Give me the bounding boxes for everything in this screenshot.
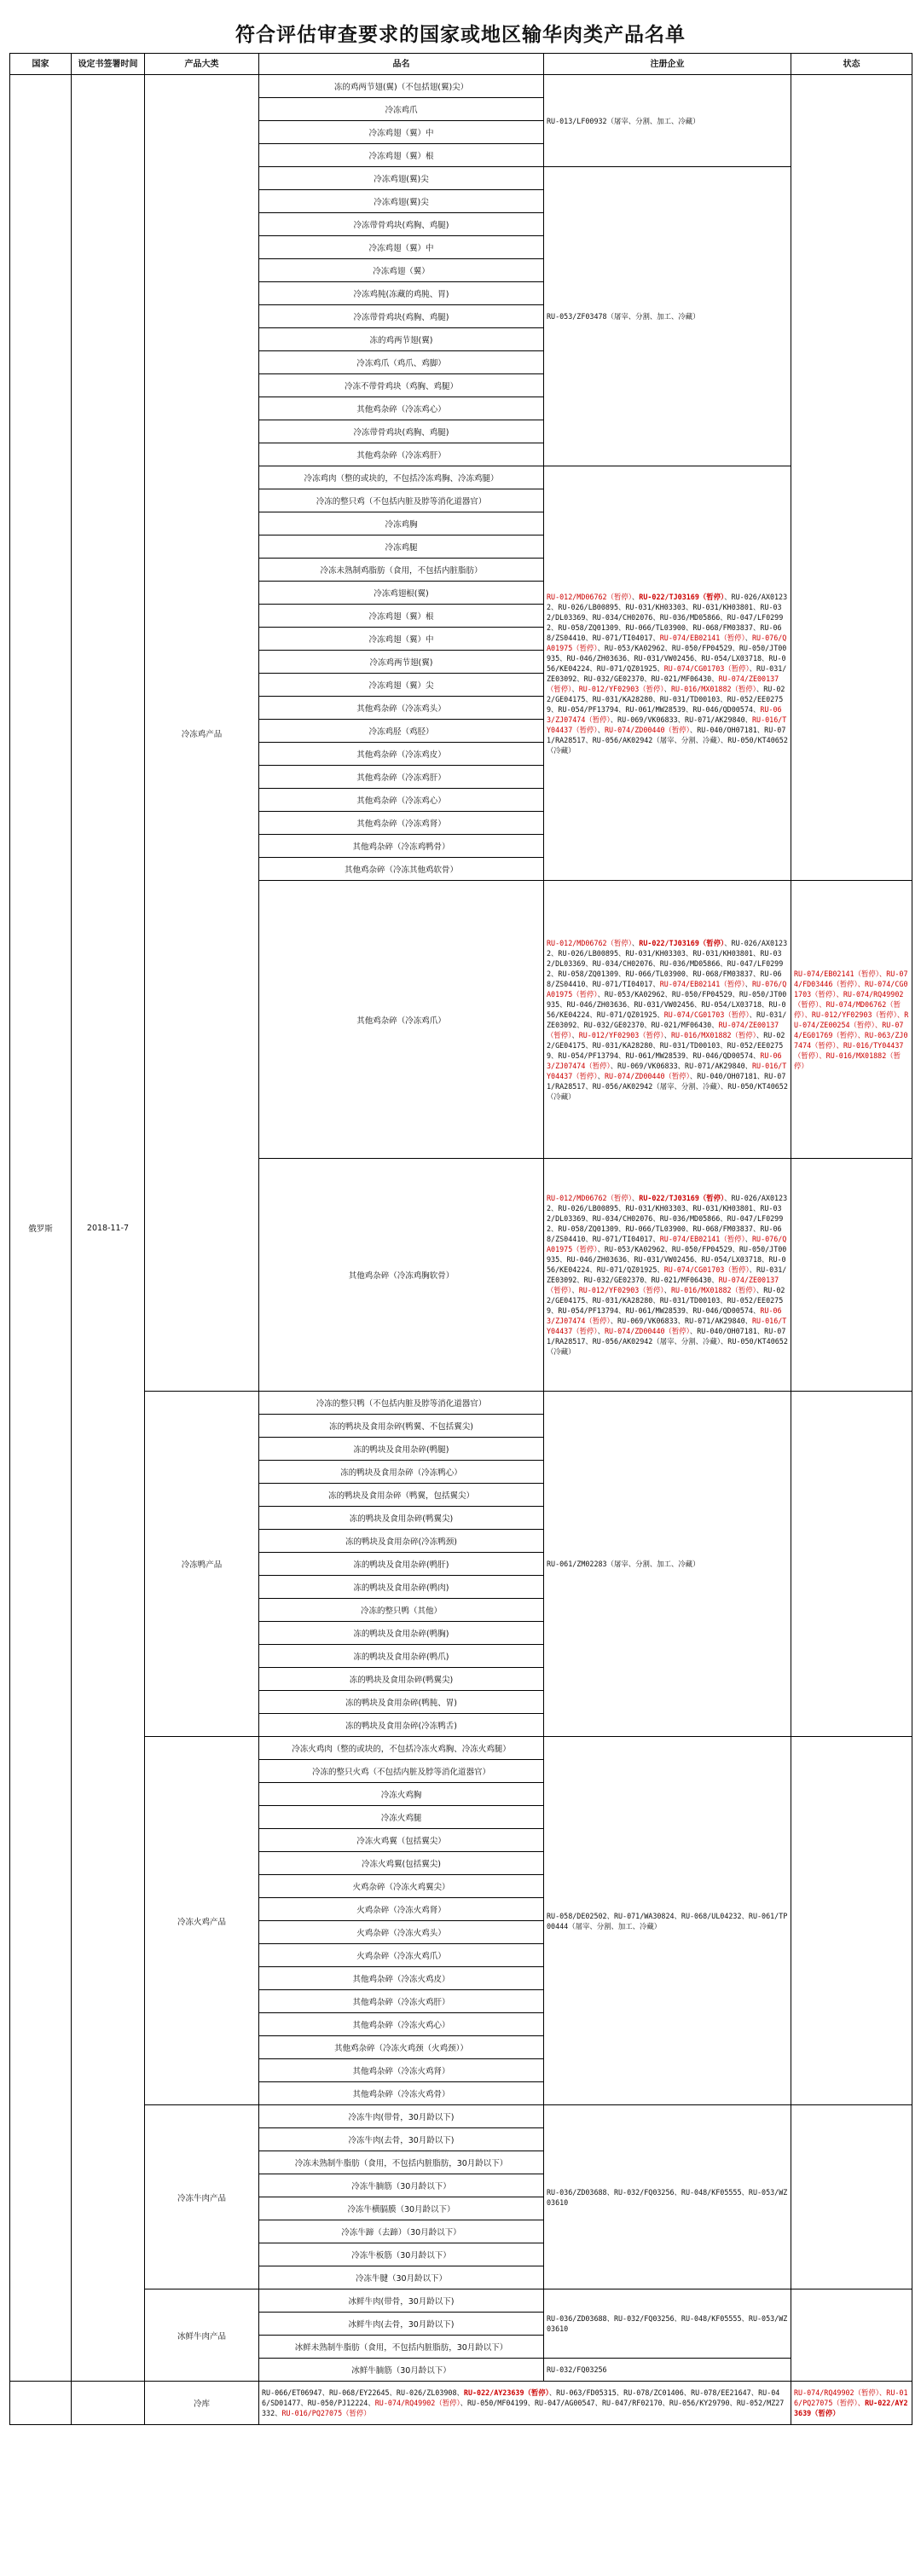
category-cell: 冷冻鸭产品 <box>145 1392 259 1737</box>
enterprise-code: 、RU-040/OH07181、RU-071/RA28517、RU-056/AK02942（屠宰、分割、冷藏）、RU-050/KT40652（冷藏） <box>547 725 788 755</box>
enterprise-code: 、 <box>744 1235 753 1243</box>
product-cell: 冷冻鸡翅（翼）根 <box>259 605 544 628</box>
product-cell: 火鸡杂碎（冷冻火鸡翼尖） <box>259 1875 544 1898</box>
product-cell: 冷冻火鸡胸 <box>259 1783 544 1806</box>
enterprise-code: 、RU-022/GE04175、RU-031/KA28280、RU-031/TD00103、RU-052/EE02759、RU-054/PF13794、RU-061/MW28539、RU-046/QD00574、 <box>547 1030 785 1060</box>
category-cell: 冷冻牛肉产品 <box>145 2105 259 2289</box>
category-cell: 冷冻鸡产品 <box>145 75 259 1392</box>
date-cell <box>72 2382 145 2425</box>
product-cell: 冻的鸭块及食用杂碎(鸭腿) <box>259 1438 544 1461</box>
enterprise-code: RU-074/CG01703（暂停） <box>663 1010 750 1019</box>
status-cell <box>791 2289 912 2382</box>
product-table <box>9 53 912 2425</box>
product-cell: 冷冻牛腱（30月龄以下） <box>259 2266 544 2289</box>
enterprise-code: 、RU-022/GE04175、RU-031/KA28280、RU-031/TD00103、RU-052/EE02759、RU-054/PF13794、RU-061/MW28539、RU-046/QD00574、 <box>547 684 785 714</box>
product-cell: 冷冻鸡翅（翼）中 <box>259 236 544 259</box>
enterprise-code: 、 <box>744 633 753 642</box>
enterprise-code: 、RU-053/KA02962、RU-050/FP04529、RU-050/JT00935、RU-046/ZH03636、RU-031/VW02456、RU-054/LX03718、RU-056/KE04224、RU-071/QZ01925、 <box>547 1245 787 1274</box>
date-cell: 2018-11-7 <box>72 75 145 2382</box>
enterprise-cell: RU-032/FQ03256 <box>544 2359 791 2382</box>
enterprise-cell <box>259 2382 791 2425</box>
category-cell: 冰鲜牛肉产品 <box>145 2289 259 2382</box>
country-cell: 俄罗斯 <box>10 75 72 2382</box>
product-cell: 其他鸡杂碎（冷冻鸡心） <box>259 397 544 420</box>
enterprise-code: RU-074/RQ49902（暂停） <box>374 2399 460 2407</box>
enterprise-code: 、RU-022/GE04175、RU-031/KA28280、RU-031/TD00103、RU-052/EE02759、RU-054/PF13794、RU-061/MW28539、RU-046/QD00574、 <box>547 1286 785 1315</box>
product-cell: 冻的鸭块及食用杂碎（冷冻鸭心） <box>259 1461 544 1484</box>
product-cell: 冻的鸭块及食用杂碎(冷冻鸭颈) <box>259 1530 544 1553</box>
product-cell: 其他鸡杂碎（冷冻鸡爪） <box>259 881 544 1159</box>
enterprise-code: 、RU-040/OH07181、RU-071/RA28517、RU-056/AK02942（屠宰、分割、冷藏）、RU-050/KT40652（冷藏） <box>547 1327 788 1356</box>
product-cell: 冷冻的整只鸭（不包括内脏及脖等消化道器官） <box>259 1392 544 1415</box>
enterprise-code: RU-063/ZJ07474（暂停） <box>547 704 782 724</box>
enterprise-code: 、 <box>597 1327 605 1335</box>
header-product: 品名 <box>259 54 544 75</box>
product-cell: 冷冻鸡胫（鸡胫） <box>259 720 544 743</box>
enterprise-code: RU-074/ZE00137（暂停） <box>547 1020 779 1039</box>
enterprise-code: RU-022/AY23639（暂停） <box>794 2399 908 2417</box>
enterprise-code: RU-074/ZE00137（暂停） <box>547 1276 779 1294</box>
enterprise-code: RU-016/PQ27075（暂停）、 <box>794 2388 908 2407</box>
enterprise-code: RU-016/TY04437（暂停） <box>547 1061 787 1080</box>
product-cell: 冷冻鸡胸 <box>259 512 544 535</box>
enterprise-code: 、RU-069/VK06833、RU-071/AK29840、 <box>610 1317 752 1325</box>
product-cell: 冻的鸭块及食用杂碎(鸭胸) <box>259 1622 544 1645</box>
header-status: 状态 <box>791 54 912 75</box>
product-cell: 冷冻鸡翅（翼）尖 <box>259 674 544 697</box>
product-cell: 其他鸡杂碎（冷冻火鸡肝） <box>259 1990 544 2013</box>
enterprise-code: RU-076/QA01975（暂停） <box>547 979 787 999</box>
product-cell: 其他鸡杂碎（冷冻鸡肝） <box>259 766 544 789</box>
product-cell: 冷冻鸡肉（整的或块的，不包括冷冻鸡胸、冷冻鸡腿） <box>259 466 544 489</box>
product-cell: 冻的鸭块及食用杂碎(鸭翼尖) <box>259 1668 544 1691</box>
enterprise-code: RU-016/PQ27075（暂停） <box>281 2409 371 2417</box>
product-cell: 其他鸡杂碎（冷冻鸡皮） <box>259 743 544 766</box>
enterprise-code: 、RU-026/AX01232、RU-026/LB00895、RU-031/KH03303、RU-031/KH03801、RU-032/DL03369、RU-034/CH02076、RU-036/MD05866、RU-047/LF02992、RU-058/ZQ01309、RU-066/TL03900、RU-068/FM03837、RU-068/ZS04410、RU-071/TI04017、 <box>547 592 788 642</box>
product-cell: 冷冻的整只火鸡（不包括内脏及脖等消化道器官） <box>259 1760 544 1783</box>
enterprise-cell: RU-061/ZM02283（屠宰、分割、加工、冷藏） <box>544 1392 791 1737</box>
enterprise-code: RU-074/ZD00440（暂停） <box>604 1071 690 1080</box>
product-cell: 其他鸡杂碎（冷冻鸡肾） <box>259 812 544 835</box>
product-cell: 冻的鸭块及食用杂碎(鸭肫、胃) <box>259 1691 544 1714</box>
enterprise-code: RU-016/TY04437（暂停） <box>547 715 787 734</box>
enterprise-code: RU-016/MX01882（暂停） <box>670 1286 756 1294</box>
enterprise-code: RU-074/EB02141（暂停） <box>659 633 745 642</box>
enterprise-cell <box>544 881 791 1159</box>
product-cell: 其他鸡杂碎（冷冻其他鸡软骨） <box>259 858 544 881</box>
header-date: 设定书签署时间 <box>72 54 145 75</box>
header-row <box>10 54 912 75</box>
header-country: 国家 <box>10 54 72 75</box>
product-cell: 火鸡杂碎（冷冻火鸡爪） <box>259 1944 544 1967</box>
status-cell <box>791 2382 912 2425</box>
product-cell: 冷冻火鸡肉（整的或块的，不包括冷冻火鸡胸、冷冻火鸡腿） <box>259 1737 544 1760</box>
product-cell: 冻的鸡两节翅(翼)（不包括翅(翼)尖） <box>259 75 544 98</box>
table-row <box>10 2382 912 2425</box>
enterprise-code: 、RU-069/VK06833、RU-071/AK29840、 <box>610 715 752 724</box>
product-cell: 冷冻火鸡翼（包括翼尖） <box>259 1829 544 1852</box>
enterprise-code: 、RU-031/ZE03092、RU-032/GE02370、RU-021/MF06430、 <box>547 1265 787 1284</box>
product-cell: 冻的鸭块及食用杂碎(冷冻鸭舌) <box>259 1714 544 1737</box>
product-cell: 火鸡杂碎（冷冻火鸡肾） <box>259 1898 544 1921</box>
enterprise-code: RU-016/TY04437（暂停） <box>547 1317 787 1335</box>
product-cell: 冷冻鸡翅(翼)尖 <box>259 167 544 190</box>
product-cell: 冻的鸡两节翅(翼) <box>259 328 544 351</box>
enterprise-cell <box>544 466 791 881</box>
product-cell: 冷冻鸡腿 <box>259 535 544 559</box>
product-cell: 冷冻鸡翅(翼)尖 <box>259 190 544 213</box>
enterprise-code: RU-012/MD06762（暂停） <box>547 938 632 947</box>
enterprise-code: 、 <box>597 1071 605 1080</box>
product-cell: 冷冻火鸡翼(包括翼尖) <box>259 1852 544 1875</box>
enterprise-code: RU-022/TJ03169（暂停） <box>639 1194 725 1202</box>
product-cell: 其他鸡杂碎（冷冻鸡胸软骨） <box>259 1159 544 1392</box>
enterprise-code: RU-063/ZJ07474（暂停） <box>547 1306 782 1325</box>
enterprise-cell: RU-013/LF00932（屠宰、分割、加工、冷藏） <box>544 75 791 167</box>
enterprise-code: 、RU-050/MF04199、RU-047/AG00547、RU-047/RF02170、RU-056/KY29790、RU-052/MZ27332、 <box>262 2399 785 2417</box>
product-cell: 冷冻鸡翅（翼）中 <box>259 121 544 144</box>
product-cell: 冷冻牛板筋（30月龄以下） <box>259 2243 544 2266</box>
enterprise-code: RU-063/ZJ07474（暂停） <box>547 1051 782 1070</box>
enterprise-code: RU-076/QA01975（暂停） <box>547 1235 787 1253</box>
enterprise-code: 、RU-063/FD05315、RU-078/ZC01406、RU-078/EE21647、RU-046/SD01477、RU-050/PJ12224、 <box>262 2388 780 2407</box>
enterprise-code: 、 <box>597 725 605 734</box>
product-cell: 其他鸡杂碎（冷冻鸡心） <box>259 789 544 812</box>
enterprise-code: RU-022/AY23639（暂停） <box>463 2388 549 2397</box>
enterprise-code: 、 <box>663 684 671 693</box>
enterprise-code: RU-076/QA01975（暂停） <box>547 633 787 652</box>
enterprise-code: 、RU-040/OH07181、RU-071/RA28517、RU-056/AK02942（屠宰、分割、冷藏）、RU-050/KT40652（冷藏） <box>547 1071 788 1101</box>
product-cell: 冷冻不带骨鸡块（鸡胸、鸡腿） <box>259 374 544 397</box>
product-cell: 冻的鸭块及食用杂碎(鸭翼尖) <box>259 1507 544 1530</box>
enterprise-code: 、 <box>744 979 753 988</box>
enterprise-code: RU-074/CG01703（暂停） <box>663 1265 750 1274</box>
country-cell <box>10 2382 72 2425</box>
product-cell: 冷冻的整只鸭（其他） <box>259 1599 544 1622</box>
product-cell: 冷冻牛横膈膜（30月龄以下） <box>259 2197 544 2220</box>
header-enterprise: 注册企业 <box>544 54 791 75</box>
enterprise-code: 、 <box>631 938 640 947</box>
enterprise-code: RU-074/ZE00137（暂停） <box>547 674 779 693</box>
enterprise-code: RU-012/MD06762（暂停） <box>547 592 632 601</box>
product-cell: 冷冻牛腩筋（30月龄以下） <box>259 2174 544 2197</box>
enterprise-cell: RU-036/ZD03688、RU-032/FQ03256、RU-048/KF05555、RU-053/WZ03610 <box>544 2105 791 2289</box>
product-cell: 其他鸡杂碎（冷冻鸡头） <box>259 697 544 720</box>
product-cell: 冷冻未熟制鸡脂肪（食用，不包括内脏脂肪） <box>259 559 544 582</box>
enterprise-code: 、 <box>571 1286 579 1294</box>
product-cell: 冷冻未熟制牛脂肪（食用，不包括内脏脂肪，30月龄以下） <box>259 2151 544 2174</box>
enterprise-cell: RU-036/ZD03688、RU-032/FQ03256、RU-048/KF05555、RU-053/WZ03610 <box>544 2289 791 2359</box>
enterprise-code: 、RU-031/ZE03092、RU-032/GE02370、RU-021/MF06430、 <box>547 1010 787 1029</box>
product-cell: 冷冻鸡翅（翼）中 <box>259 628 544 651</box>
product-cell: 冷冻牛蹄（去蹄）（30月龄以下） <box>259 2220 544 2243</box>
product-cell: 冷冻鸡爪 <box>259 98 544 121</box>
product-cell: 冷冻鸡翅根(翼) <box>259 582 544 605</box>
enterprise-code: 、RU-069/VK06833、RU-071/AK29840、 <box>610 1061 752 1070</box>
enterprise-code: RU-022/TJ03169（暂停） <box>639 592 725 601</box>
enterprise-code: RU-012/MD06762（暂停） <box>547 1194 632 1202</box>
table-row <box>10 2289 912 2313</box>
product-cell: 冷冻鸡肫(冻藏的鸡肫、胃) <box>259 282 544 305</box>
category-cell: 冷冻火鸡产品 <box>145 1737 259 2105</box>
enterprise-code: RU-074/ZD00440（暂停） <box>604 725 690 734</box>
enterprise-code: RU-074/EB02141（暂停） <box>659 1235 745 1243</box>
enterprise-cell: RU-053/ZF03478（屠宰、分割、加工、冷藏） <box>544 167 791 466</box>
product-cell: 其他鸡杂碎（冷冻火鸡皮） <box>259 1967 544 1990</box>
enterprise-code: RU-074/RQ49902（暂停）、 <box>794 2388 887 2397</box>
product-cell: 其他鸡杂碎（冷冻火鸡心） <box>259 2013 544 2036</box>
product-cell: 冷冻鸡翅（翼）根 <box>259 144 544 167</box>
header-category: 产品大类 <box>145 54 259 75</box>
product-cell: 其他鸡杂碎（冷冻鸡肝） <box>259 443 544 466</box>
product-cell: 冷冻牛肉(去骨，30月龄以下) <box>259 2128 544 2151</box>
enterprise-code: 、RU-053/KA02962、RU-050/FP04529、RU-050/JT00935、RU-046/ZH03636、RU-031/VW02456、RU-054/LX03718、RU-056/KE04224、RU-071/QZ01925、 <box>547 989 787 1019</box>
table-row <box>10 2105 912 2128</box>
status-cell <box>791 1392 912 1737</box>
enterprise-code: RU-022/TJ03169（暂停） <box>639 938 725 947</box>
enterprise-code: RU-074/ZD00440（暂停） <box>604 1327 690 1335</box>
product-cell: 冰鲜未熟制牛脂肪（食用，不包括内脏脂肪，30月龄以下） <box>259 2336 544 2359</box>
product-cell: 冰鲜牛肉(带骨，30月龄以下) <box>259 2289 544 2313</box>
enterprise-code: 、 <box>571 1030 579 1039</box>
enterprise-code: RU-016/MX01882（暂停） <box>670 684 756 693</box>
product-cell: 其他鸡杂碎（冷冻火鸡颈（火鸡颈）） <box>259 2036 544 2059</box>
product-cell: 冷冻牛肉(带骨，30月龄以下) <box>259 2105 544 2128</box>
enterprise-code: RU-066/ET06947、RU-068/EY22645、RU-026/ZL03908、 <box>262 2388 464 2397</box>
product-cell: 冷冻带骨鸡块(鸡胸、鸡腿) <box>259 420 544 443</box>
product-cell: 冰鲜牛腩筋（30月龄以下） <box>259 2359 544 2382</box>
enterprise-code: 、 <box>663 1286 671 1294</box>
product-cell: 冻的鸭块及食用杂碎(鸭翼、不包括翼尖) <box>259 1415 544 1438</box>
product-cell: 冷冻带骨鸡块(鸡胸、鸡腿) <box>259 305 544 328</box>
enterprise-cell <box>544 1159 791 1392</box>
product-cell: 冷冻火鸡腿 <box>259 1806 544 1829</box>
status-cell <box>791 1737 912 2105</box>
product-cell: 冷冻鸡两节翅(翼) <box>259 651 544 674</box>
enterprise-cell: RU-058/DE02502、RU-071/WA30824、RU-068/UL04232、RU-061/TP00444（屠宰、分割、加工、冷藏） <box>544 1737 791 2105</box>
enterprise-code: RU-074/CG01703（暂停） <box>663 663 750 673</box>
product-cell: 冻的鸭块及食用杂碎(鸭肉) <box>259 1576 544 1599</box>
product-cell: 火鸡杂碎（冷冻火鸡头） <box>259 1921 544 1944</box>
enterprise-code: RU-074/EB02141（暂停） <box>659 979 745 988</box>
enterprise-code: 、RU-031/ZE03092、RU-032/GE02370、RU-021/MF06430、 <box>547 663 787 683</box>
enterprise-code: RU-012/YF02903（暂停） <box>578 1030 664 1039</box>
enterprise-code: 、RU-053/KA02962、RU-050/FP04529、RU-050/JT00935、RU-046/ZH03636、RU-031/VW02456、RU-054/LX03718、RU-056/KE04224、RU-071/QZ01925、 <box>547 643 787 673</box>
product-cell: 冻的鸭块及食用杂碎(鸭爪) <box>259 1645 544 1668</box>
enterprise-code: 、RU-026/AX01232、RU-026/LB00895、RU-031/KH03303、RU-031/KH03801、RU-032/DL03369、RU-034/CH02076、RU-036/MD05866、RU-047/LF02992、RU-058/ZQ01309、RU-066/TL03900、RU-068/FM03837、RU-068/ZS04410、RU-071/TI04017、 <box>547 1194 788 1243</box>
enterprise-code: 、RU-026/AX01232、RU-026/LB00895、RU-031/KH03303、RU-031/KH03801、RU-032/DL03369、RU-034/CH02076、RU-036/MD05866、RU-047/LF02992、RU-058/ZQ01309、RU-066/TL03900、RU-068/FM03837、RU-068/ZS04410、RU-071/TI04017、 <box>547 938 788 988</box>
product-cell: 冻的鸭块及食用杂碎(鸭肝) <box>259 1553 544 1576</box>
product-cell: 冷冻鸡爪（鸡爪、鸡脚） <box>259 351 544 374</box>
enterprise-code: RU-012/YF02903（暂停） <box>578 684 664 693</box>
product-cell: 冻的鸭块及食用杂碎（鸭翼，包括翼尖） <box>259 1484 544 1507</box>
enterprise-code: RU-016/MX01882（暂停） <box>670 1030 756 1039</box>
status-cell: RU-074/EB02141（暂停）、RU-074/FD03446（暂停）、RU-074/CG01703（暂停）、RU-074/RQ49902（暂停）、RU-074/MD06762（暂停）、RU-012/YF02903（暂停）、RU-074/ZE00254（暂停）、RU-074/EG01769（暂停）、RU-063/ZJ07474（暂停）、RU-016/TY04437（暂停）、RU-016/MX01882（暂停） <box>791 881 912 1159</box>
product-cell: 冷冻带骨鸡块(鸡胸、鸡腿) <box>259 213 544 236</box>
enterprise-code: RU-012/YF02903（暂停） <box>578 1286 664 1294</box>
page-title: 符合评估审查要求的国家或地区输华肉类产品名单 <box>235 23 686 46</box>
category-cell: 冷库 <box>145 2382 259 2425</box>
status-cell <box>791 2105 912 2289</box>
product-cell: 其他鸡杂碎（冷冻火鸡肾） <box>259 2059 544 2082</box>
product-cell: 其他鸡杂碎（冷冻火鸡骨） <box>259 2082 544 2105</box>
enterprise-code: 、 <box>631 1194 640 1202</box>
table-row <box>10 1737 912 1760</box>
product-cell: 冷冻的整只鸡（不包括内脏及脖等消化道器官） <box>259 489 544 512</box>
table-row <box>10 75 912 98</box>
enterprise-code: 、 <box>571 684 579 693</box>
status-cell <box>791 1159 912 1392</box>
enterprise-code: 、 <box>663 1030 671 1039</box>
product-cell: 冷冻鸡翅（翼） <box>259 259 544 282</box>
status-cell <box>791 75 912 881</box>
enterprise-code: 、 <box>631 592 640 601</box>
table-row <box>10 1392 912 1415</box>
product-cell: 冰鲜牛肉(去骨，30月龄以下) <box>259 2313 544 2336</box>
product-cell: 其他鸡杂碎（冷冻鸡鸭骨） <box>259 835 544 858</box>
